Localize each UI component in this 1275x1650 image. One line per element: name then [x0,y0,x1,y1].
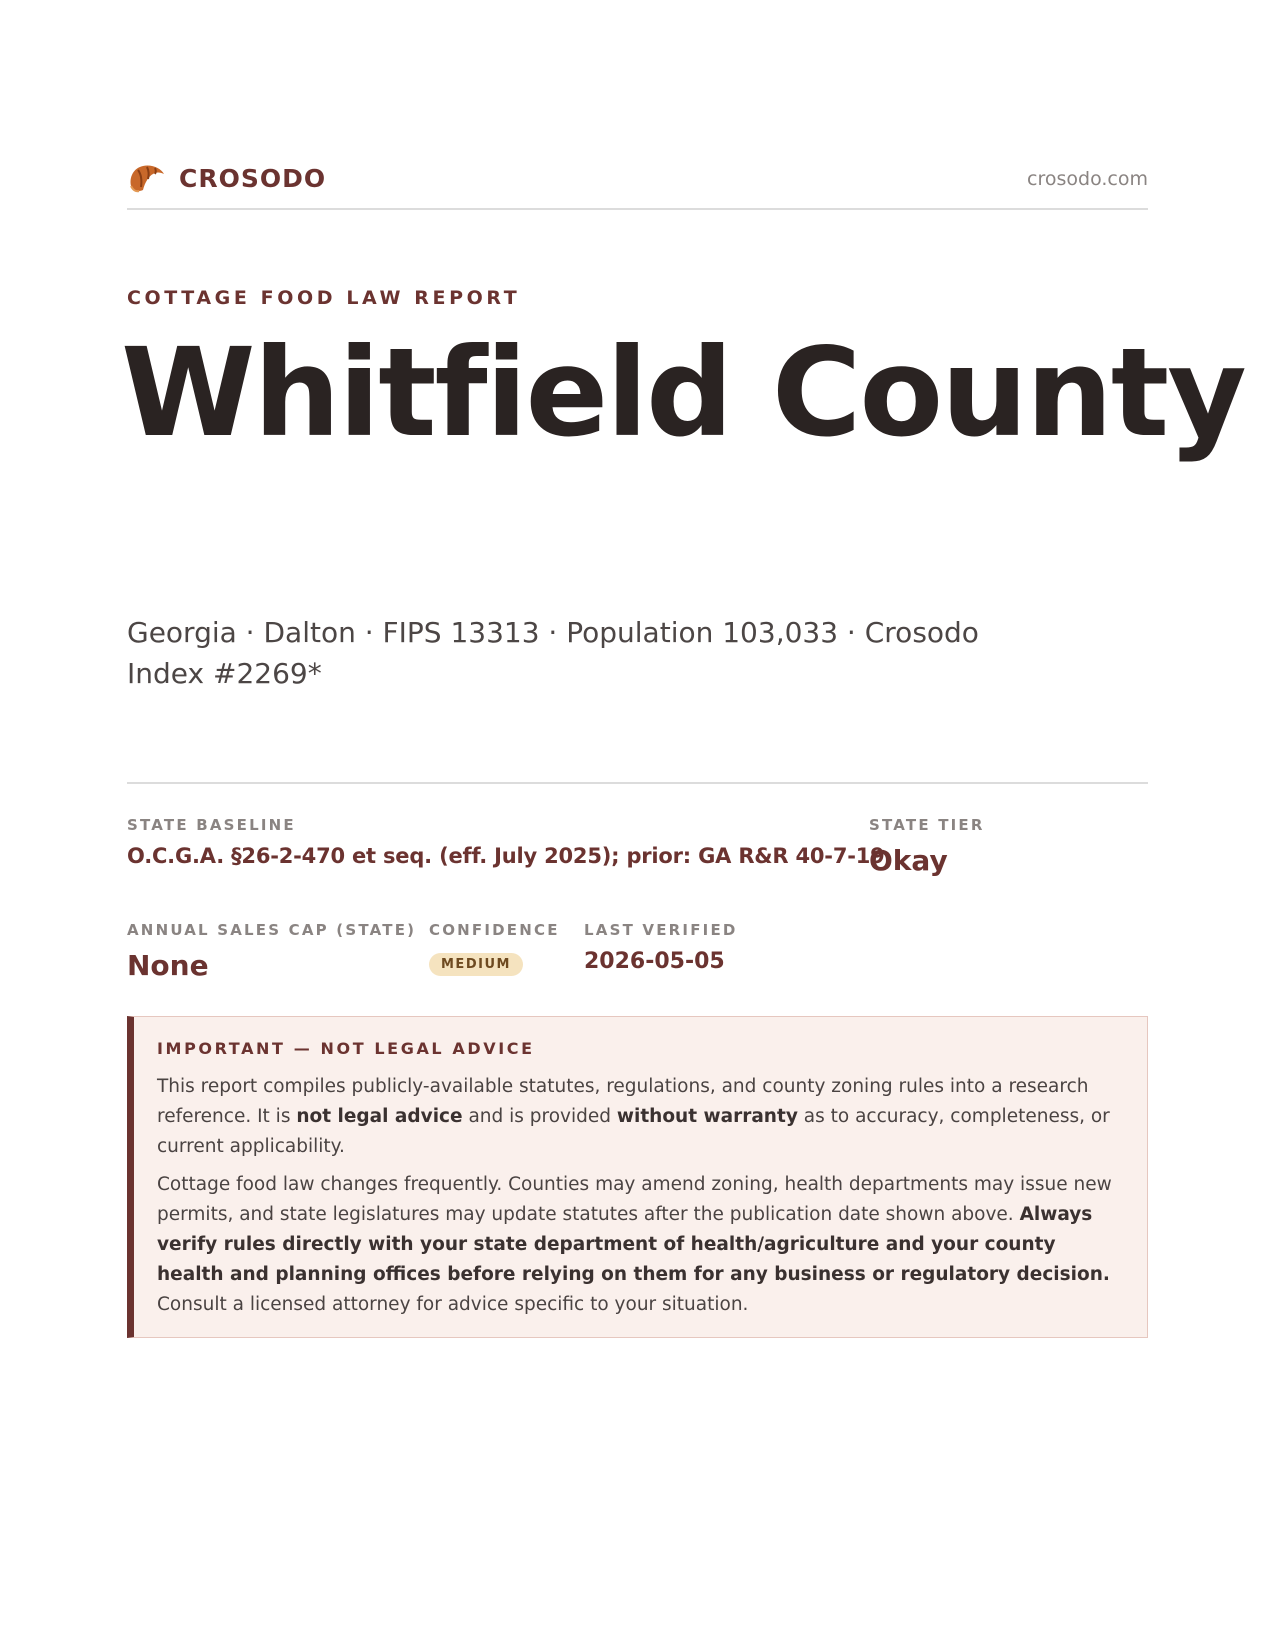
header-divider [127,208,1148,210]
disclaimer-paragraph-1: This report compiles publicly-available statutes, regulations, and county zoning rules into a research reference. It is not legal advice and is provided without warranty as to accuracy, completeness, or current applicability. [157,1076,1110,1157]
state-tier [869,816,985,877]
county-summary: Georgia · Dalton · FIPS 13313 · Population 103,033 · Crosodo Index #2269* [127,616,979,690]
annual-sales-cap [127,921,416,982]
last-verified-value: 2026-05-05 [584,949,725,974]
state-baseline-value: O.C.G.A. §26-2-470 et seq. (eff. July 2025); prior: GA R&R 40-7-19 [127,844,885,868]
state-baseline-label: STATE BASELINE [127,816,296,834]
sales-cap-value: None [127,949,209,982]
disclaimer-title: IMPORTANT — NOT LEGAL ADVICE [157,1039,535,1058]
last-verified-label: LAST VERIFIED [584,921,738,939]
section-divider [127,782,1148,784]
state-tier-value: Okay [869,844,948,877]
confidence-badge: MEDIUM [429,953,523,976]
croissant-icon [127,160,167,196]
confidence [429,921,560,976]
sales-cap-label: ANNUAL SALES CAP (STATE) [127,921,417,939]
disclaimer-paragraph-2: Cottage food law changes frequently. Counties may amend zoning, health departments may issue new permits, and state legislatures may update statutes after the publication date shown above. Always verify rules directly with your state department of health/agriculture and your county health and planning offices before relying on them for any business or regulatory decision. Consult a licensed attorney for advice specific to your situation. [157,1174,1112,1315]
report-page [121,0,1245,1650]
confidence-label: CONFIDENCE [429,921,560,939]
site-url: crosodo.com [1027,168,1148,190]
state-tier-label: STATE TIER [869,816,985,834]
brand [127,160,326,196]
last-verified [584,921,738,974]
brand-name: CROSODO [179,163,327,193]
page-title: Whitfield County [121,322,1245,464]
legal-disclaimer-box [127,1016,1148,1338]
report-type-label: COTTAGE FOOD LAW REPORT [127,287,521,309]
state-baseline [127,816,885,868]
